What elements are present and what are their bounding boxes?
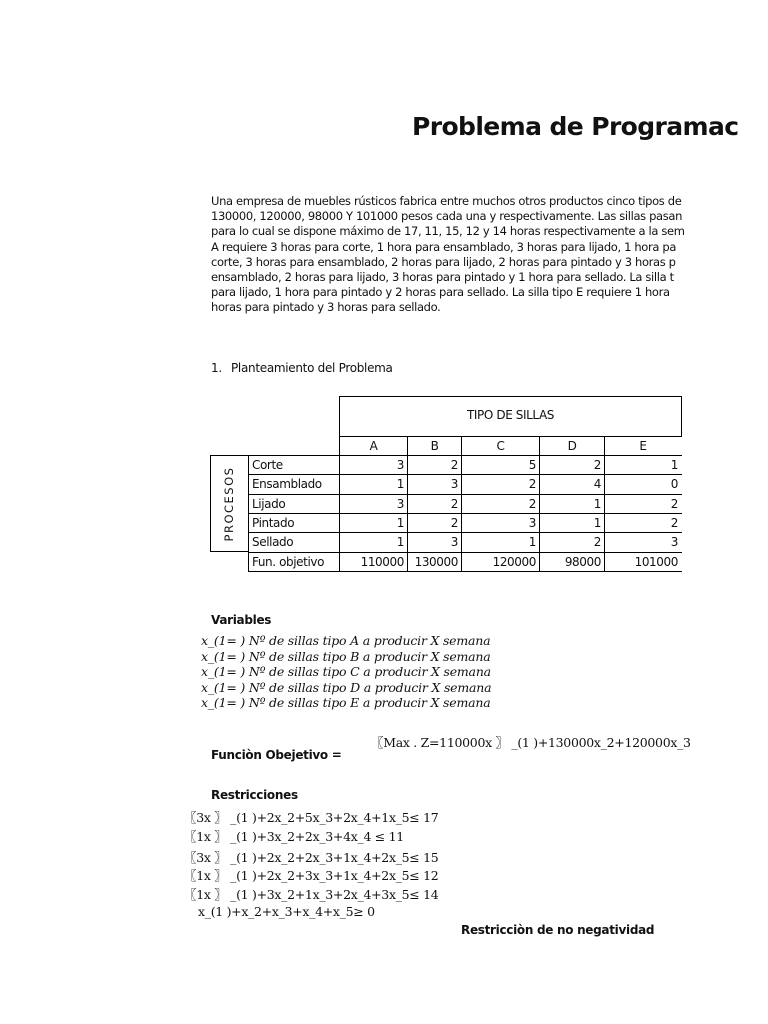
table-cell: 5 bbox=[528, 458, 536, 472]
section-heading bbox=[211, 361, 393, 375]
table-cell: 2 bbox=[670, 516, 678, 530]
restriction: 〖1x 〗 _(1 )+3x_2+1x_3+2x_4+3x_5≤ 14 bbox=[184, 887, 439, 902]
table-cell: 130000 bbox=[414, 555, 458, 569]
table-cell: 98000 bbox=[564, 555, 601, 569]
table-cell: 3 bbox=[450, 477, 458, 491]
variable-definition: x_(1= ) Nº de sillas tipo D a producir X semana bbox=[201, 680, 492, 695]
table-border bbox=[248, 571, 682, 572]
table-cell: 3 bbox=[670, 535, 678, 549]
table-cell: 3 bbox=[396, 497, 404, 511]
table-cell: 2 bbox=[593, 458, 601, 472]
statement-line: ensamblado, 2 horas para lijado, 3 horas para pintado y 1 hora para sellado. La silla t bbox=[211, 270, 674, 285]
table-cell: 1 bbox=[593, 516, 601, 530]
table-cell: 2 bbox=[450, 458, 458, 472]
statement-line: para lo cual se dispone máximo de 17, 11, 15, 12 y 14 horas respectivamente a la sem bbox=[211, 224, 685, 239]
restriction: 〖1x 〗 _(1 )+2x_2+3x_3+1x_4+2x_5≤ 12 bbox=[184, 868, 439, 883]
table-cell: 1 bbox=[528, 535, 536, 549]
row-label: Corte bbox=[252, 458, 283, 472]
table-cell: 1 bbox=[396, 516, 404, 530]
table-cell: 4 bbox=[593, 477, 601, 491]
variable-definition: x_(1= ) Nº de sillas tipo B a producir X semana bbox=[201, 649, 491, 664]
row-label: Fun. objetivo bbox=[252, 555, 325, 569]
group-header: TIPO DE SILLAS bbox=[466, 408, 555, 422]
table-cell: 120000 bbox=[492, 555, 536, 569]
problem-statement bbox=[211, 194, 685, 316]
page-title: Problema de Programac bbox=[412, 112, 739, 141]
restriction: 〖3x 〗 _(1 )+2x_2+2x_3+1x_4+2x_5≤ 15 bbox=[184, 850, 439, 865]
variable-definition: x_(1= ) Nº de sillas tipo A a producir X semana bbox=[201, 633, 491, 648]
row-group-text: PROCESOS bbox=[222, 466, 236, 542]
nonnegativity-constraint: x_(1 )+x_2+x_3+x_4+x_5≥ 0 bbox=[198, 904, 375, 919]
objective-label: Funciòn Obejetivo = bbox=[211, 748, 342, 762]
row-label: Ensamblado bbox=[252, 477, 322, 491]
table-cell: 3 bbox=[396, 458, 404, 472]
restrictions-heading: Restricciones bbox=[211, 788, 298, 802]
objective-formula: 〖Max . Z=110000x 〗 _(1 )+130000x_2+120000x_3 bbox=[371, 735, 691, 750]
row-label: Pintado bbox=[252, 516, 295, 530]
table-cell: 0 bbox=[670, 477, 678, 491]
section-label: Planteamiento del Problema bbox=[231, 361, 393, 375]
statement-line: horas para pintado y 3 horas para sellado. bbox=[211, 300, 441, 315]
table-cell: 1 bbox=[396, 535, 404, 549]
statement-line: para lijado, 1 hora para pintado y 2 horas para sellado. La silla tipo E requiere 1 hora bbox=[211, 285, 670, 300]
section-number: 1. bbox=[211, 361, 222, 375]
nonnegativity-label: Restricciòn de no negatividad bbox=[461, 923, 655, 937]
table-cell: 2 bbox=[593, 535, 601, 549]
restriction: 〖1x 〗 _(1 )+3x_2+2x_3+4x_4 ≤ 11 bbox=[184, 829, 404, 844]
table-cell: 3 bbox=[528, 516, 536, 530]
table-cell: 2 bbox=[528, 477, 536, 491]
table-cell: 2 bbox=[528, 497, 536, 511]
variable-definition: x_(1= ) Nº de sillas tipo C a producir X semana bbox=[201, 664, 491, 679]
table-cell: 1 bbox=[396, 477, 404, 491]
statement-line: 130000, 120000, 98000 Y 101000 pesos cada una y respectivamente. Las sillas pasan bbox=[211, 209, 683, 224]
statement-line: Una empresa de muebles rústicos fabrica entre muchos otros productos cinco tipos de bbox=[211, 194, 682, 208]
table-cell: 101000 bbox=[634, 555, 678, 569]
column-header: C bbox=[496, 439, 505, 453]
row-label: Lijado bbox=[252, 497, 286, 511]
variable-definition: x_(1= ) Nº de sillas tipo E a producir X semana bbox=[201, 695, 491, 710]
restriction: 〖3x 〗 _(1 )+2x_2+5x_3+2x_4+1x_5≤ 17 bbox=[184, 810, 439, 825]
table-cell: 1 bbox=[593, 497, 601, 511]
row-group-label bbox=[210, 456, 248, 552]
variables-heading: Variables bbox=[211, 613, 272, 627]
statement-line: A requiere 3 horas para corte, 1 hora para ensamblado, 3 horas para lijado, 1 hora pa bbox=[211, 239, 677, 254]
table-cell: 2 bbox=[450, 516, 458, 530]
table-cell: 3 bbox=[450, 535, 458, 549]
column-header: E bbox=[639, 439, 647, 453]
table-cell: 2 bbox=[670, 497, 678, 511]
statement-line: corte, 3 horas para ensamblado, 2 horas para lijado, 2 horas para pintado y 3 horas p bbox=[211, 254, 676, 269]
column-header: B bbox=[430, 439, 439, 453]
table-cell: 1 bbox=[670, 458, 678, 472]
column-header: D bbox=[567, 439, 577, 453]
row-label: Sellado bbox=[252, 535, 294, 549]
table-cell: 2 bbox=[450, 497, 458, 511]
column-header: A bbox=[369, 439, 378, 453]
table-cell: 110000 bbox=[360, 555, 404, 569]
